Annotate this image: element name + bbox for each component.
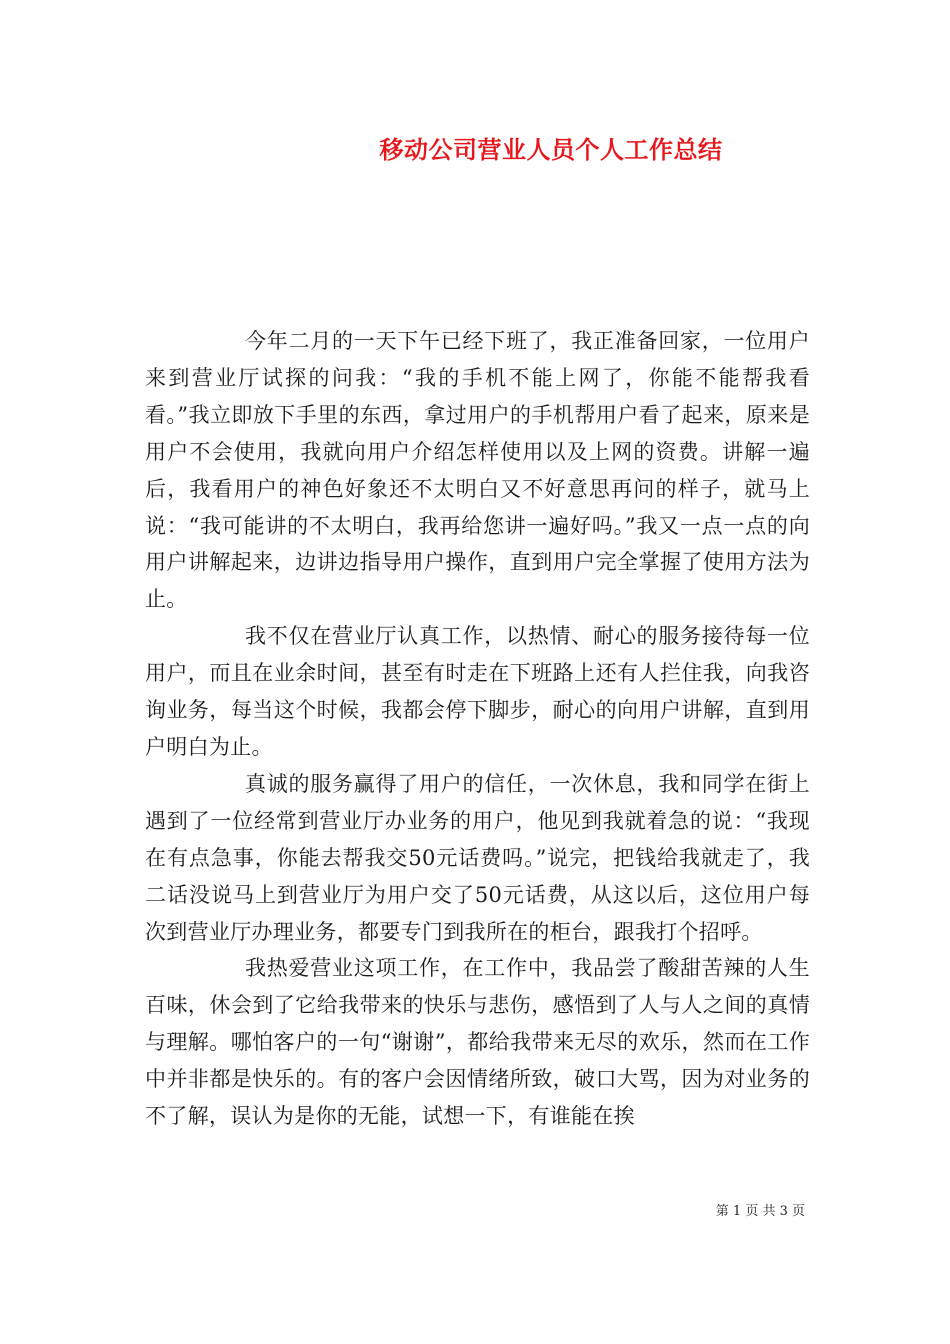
document-title: 移动公司营业人员个人工作总结 [379,135,723,164]
page-number-footer: 第 1 页 共 3 页 [715,1204,805,1219]
paragraph-2: 我不仅在营业厅认真工作，以热情、耐心的服务接待每一位用户，而且在业余时间，甚至有时走在下班路上还有人拦住我，向我咨询业务，每当这个时候，我都会停下脚步，耐心的向用户讲解，直到用户明白为止。 [145,624,810,759]
paragraph-3: 真诚的服务赢得了用户的信任，一次休息，我和同学在街上遇到了一位经常到营业厅办业务的用户，他见到我就着急的说：“我现在有点急事，你能去帮我交50元话费吗。”说完，把钱给我就走了，我二话没说马上到营业厅为用户交了50元话费，从这以后，这位用户每次到营业厅办理业务，都要专门到我所在的柜台，跟我打个招呼。 [145,771,810,944]
paragraph-1: 今年二月的一天下午已经下班了，我正准备回家，一位用户来到营业厅试探的问我：“我的手机不能上网了，你能不能帮我看看。”我立即放下手里的东西，拿过用户的手机帮用户看了起来，原来是用户不会使用，我就向用户介绍怎样使用以及上网的资费。讲解一遍后，我看用户的神色好象还不太明白又不好意思再问的样子，就马上说：“我可能讲的不太明白，我再给您讲一遍好吗。”我又一点一点的向用户讲解起来，边讲边指导用户操作，直到用户完全掌握了使用方法为止。 [145,329,810,612]
paragraph-4: 我热爱营业这项工作，在工作中，我品尝了酸甜苦辣的人生百味，休会到了它给我带来的快乐与悲伤，感悟到了人与人之间的真情与理解。哪怕客户的一句“谢谢”，都给我带来无尽的欢乐，然而在工作中并非都是快乐的。有的客户会因情绪所致，破口大骂，因为对业务的不了解，误认为是你的无能，试想一下，有谁能在挨 [145,956,810,1129]
document-body [145,323,810,1135]
